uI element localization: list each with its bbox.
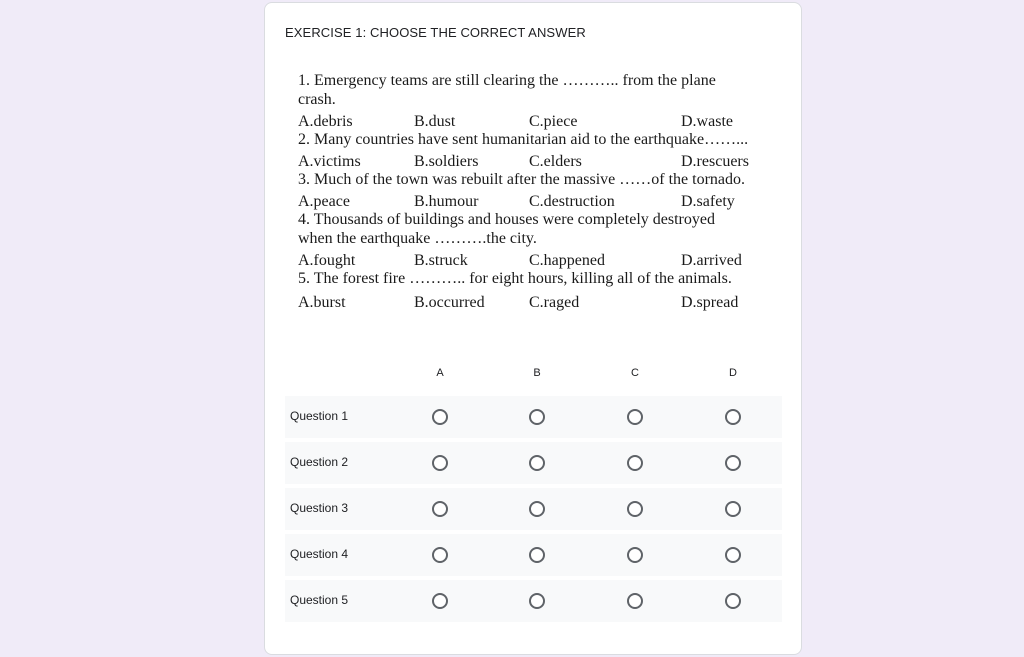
option-d: D.rescuers bbox=[681, 153, 749, 170]
radio-q4-c[interactable] bbox=[627, 547, 643, 563]
radio-q4-b[interactable] bbox=[529, 547, 545, 563]
grid-row-question-2 bbox=[285, 442, 782, 484]
column-label-c: C bbox=[631, 367, 639, 379]
question-4-options bbox=[298, 251, 788, 275]
option-d: D.spread bbox=[681, 294, 739, 311]
radio-q4-d[interactable] bbox=[725, 547, 741, 563]
option-c: C.happened bbox=[529, 252, 605, 269]
option-c: C.piece bbox=[529, 113, 578, 130]
radio-q1-d[interactable] bbox=[725, 409, 741, 425]
row-label: Question 2 bbox=[290, 455, 349, 469]
question-line: when the earthquake ……….the city. bbox=[298, 230, 537, 247]
option-c: C.raged bbox=[529, 294, 580, 311]
question-5-options bbox=[298, 293, 788, 317]
radio-q3-b[interactable] bbox=[529, 501, 545, 517]
option-c: C.destruction bbox=[529, 193, 615, 210]
question-line: 3. Much of the town was rebuilt after the massive ……of the tornado. bbox=[298, 171, 745, 188]
row-label: Question 5 bbox=[290, 593, 349, 607]
option-b: B.dust bbox=[414, 113, 456, 130]
radio-q5-c[interactable] bbox=[627, 593, 643, 609]
radio-q2-d[interactable] bbox=[725, 455, 741, 471]
radio-q5-d[interactable] bbox=[725, 593, 741, 609]
question-line: 2. Many countries have sent humanitarian aid to the earthquake……... bbox=[298, 131, 749, 148]
option-d: D.arrived bbox=[681, 252, 742, 269]
option-b: B.humour bbox=[414, 193, 479, 210]
radio-q3-d[interactable] bbox=[725, 501, 741, 517]
radio-q5-a[interactable] bbox=[432, 593, 448, 609]
question-title: EXERCISE 1: CHOOSE THE CORRECT ANSWER bbox=[285, 25, 586, 40]
radio-q2-c[interactable] bbox=[627, 455, 643, 471]
option-a: A.debris bbox=[298, 113, 353, 130]
option-b: B.occurred bbox=[414, 294, 485, 311]
radio-q1-c[interactable] bbox=[627, 409, 643, 425]
row-label: Question 3 bbox=[290, 501, 349, 515]
radio-q3-c[interactable] bbox=[627, 501, 643, 517]
radio-q4-a[interactable] bbox=[432, 547, 448, 563]
question-line: 1. Emergency teams are still clearing the ……….. from the plane bbox=[298, 72, 716, 89]
question-line: crash. bbox=[298, 91, 336, 108]
question-3-options bbox=[298, 192, 788, 216]
question-2-options bbox=[298, 152, 788, 176]
option-b: B.soldiers bbox=[414, 153, 479, 170]
grid-column-header bbox=[285, 367, 782, 383]
grid-row-question-5 bbox=[285, 580, 782, 622]
row-label: Question 1 bbox=[290, 409, 349, 423]
grid-row-question-1 bbox=[285, 396, 782, 438]
option-a: A.peace bbox=[298, 193, 350, 210]
option-c: C.elders bbox=[529, 153, 582, 170]
column-label-b: B bbox=[533, 367, 541, 379]
grid-row-question-3 bbox=[285, 488, 782, 530]
radio-q1-a[interactable] bbox=[432, 409, 448, 425]
option-a: A.fought bbox=[298, 252, 356, 269]
column-label-d: D bbox=[729, 367, 737, 379]
option-a: A.burst bbox=[298, 294, 346, 311]
radio-q1-b[interactable] bbox=[529, 409, 545, 425]
option-a: A.victims bbox=[298, 153, 361, 170]
grid-row-question-4 bbox=[285, 534, 782, 576]
column-label-a: A bbox=[436, 367, 444, 379]
radio-q3-a[interactable] bbox=[432, 501, 448, 517]
question-line: 5. The forest fire ……….. for eight hours, killing all of the animals. bbox=[298, 270, 732, 287]
option-d: D.waste bbox=[681, 113, 733, 130]
option-b: B.struck bbox=[414, 252, 468, 269]
radio-q2-b[interactable] bbox=[529, 455, 545, 471]
question-1-text bbox=[298, 71, 788, 109]
question-text-block bbox=[298, 71, 788, 317]
radio-q2-a[interactable] bbox=[432, 455, 448, 471]
row-label: Question 4 bbox=[290, 547, 349, 561]
form-card bbox=[264, 2, 802, 655]
question-line: 4. Thousands of buildings and houses were completely destroyed bbox=[298, 211, 715, 228]
option-d: D.safety bbox=[681, 193, 735, 210]
question-1-options bbox=[298, 112, 788, 136]
radio-q5-b[interactable] bbox=[529, 593, 545, 609]
